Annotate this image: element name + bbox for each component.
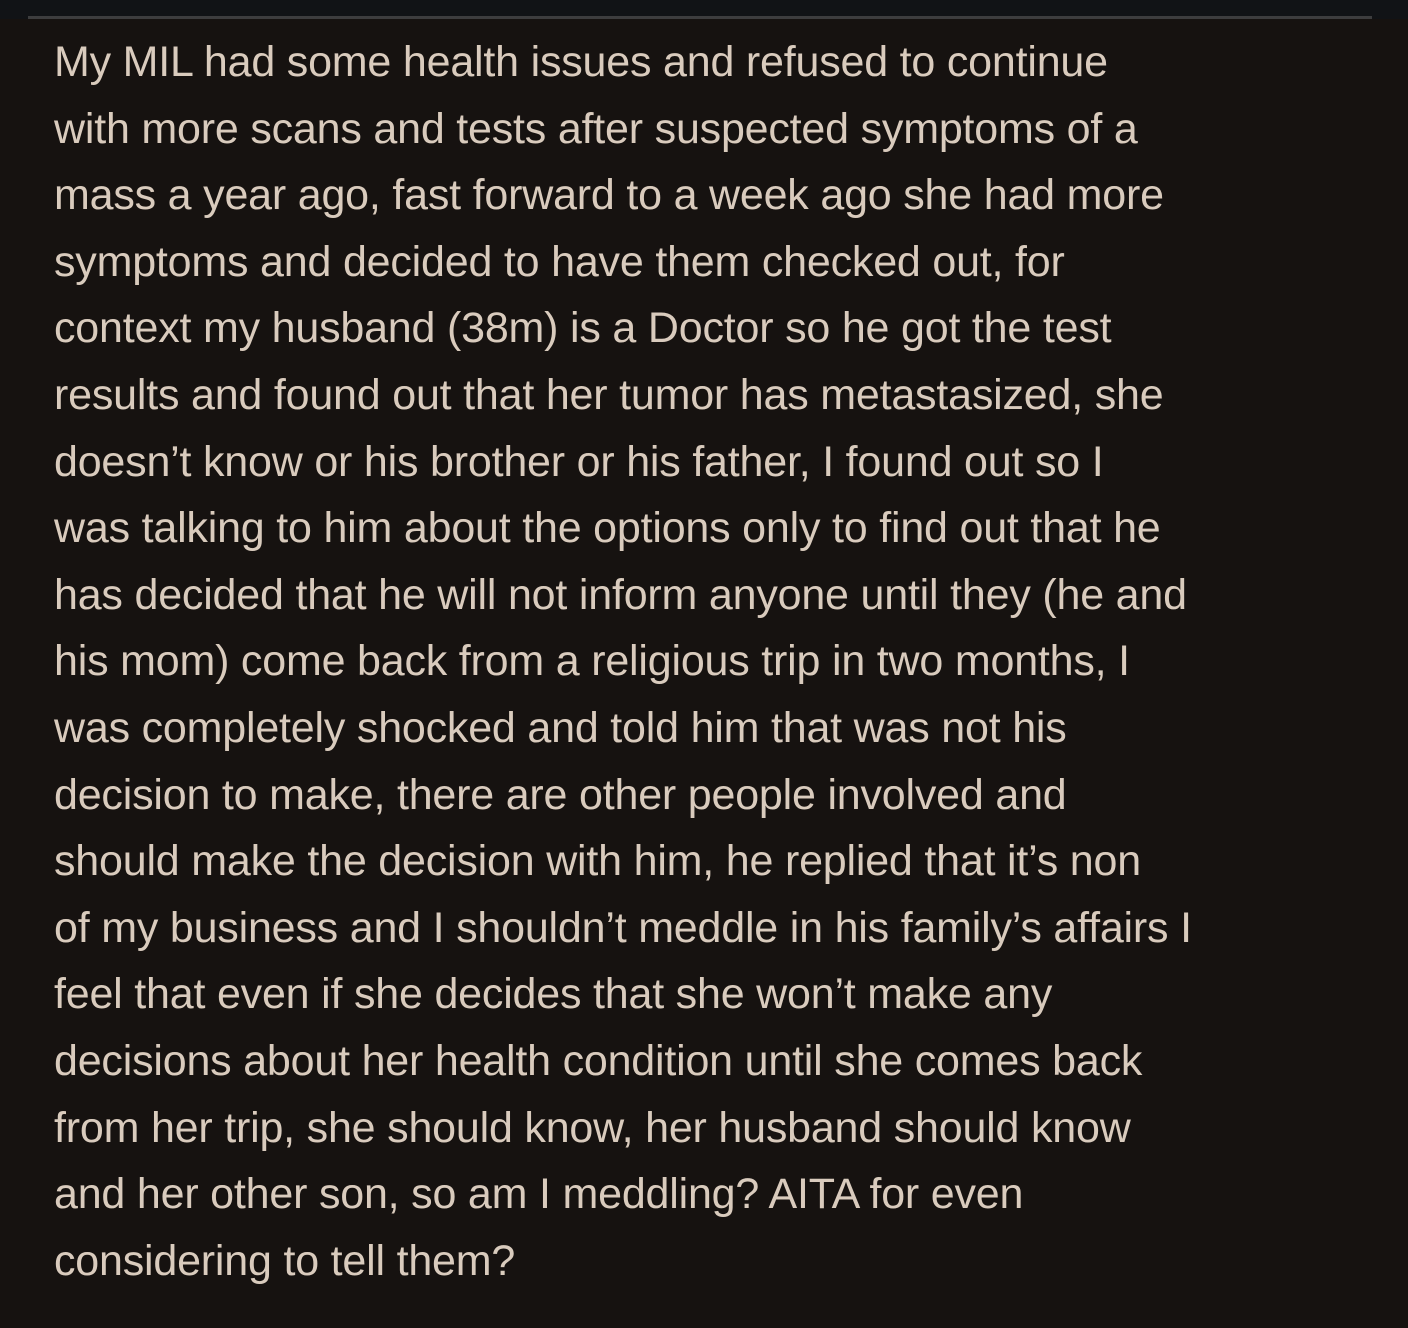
post-line: results and found out that her tumor has metastasized, she [54,370,1164,419]
post-line: and her other son, so am I meddling? AITA for even [54,1170,1024,1219]
post-line: My MIL had some health issues and refused to continue [54,38,1108,86]
post-line: decision to make, there are other people involved and [54,770,1067,819]
post-line: with more scans and tests after suspected symptoms of a [54,104,1138,153]
post-line: feel that even if she decides that she won’t make any [54,970,1053,1019]
post-line: mass a year ago, fast forward to a week ago she had more [54,171,1164,220]
post-line: considering to tell them? [54,1236,516,1285]
post-line: has decided that he will not inform anyone until they (he and [54,570,1187,619]
post-body-text [54,29,1394,1294]
post-line: symptoms and decided to have them checked out, for [54,237,1065,286]
post-container [0,19,1408,1328]
post-line: context my husband (38m) is a Doctor so he got the test [54,304,1112,353]
post-line: from her trip, she should know, her husband should know [54,1103,1131,1152]
post-line: his mom) come back from a religious trip in two months, I [54,637,1130,686]
post-line: decisions about her health condition until she comes back [54,1036,1143,1085]
post-line: should make the decision with him, he replied that it’s non [54,837,1141,886]
post-line: was completely shocked and told him that was not his [54,703,1067,752]
post-line: doesn’t know or his brother or his father, I found out so I [54,437,1104,486]
post-line: was talking to him about the options only to find out that he [54,504,1161,553]
post-line: of my business and I shouldn’t meddle in his family’s affairs I [54,903,1192,952]
